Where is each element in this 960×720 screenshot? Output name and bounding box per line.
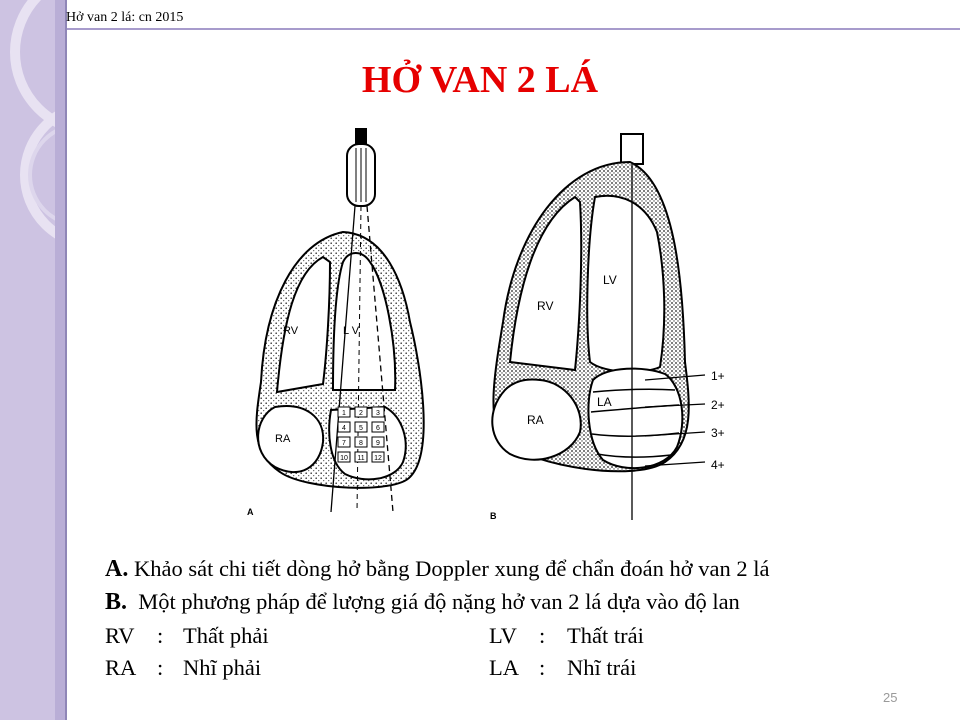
label-lv-a: L V: [343, 325, 360, 337]
panel-a-letter: A: [247, 507, 254, 517]
label-ra-a: RA: [275, 433, 291, 445]
grade-label: 4+: [711, 458, 725, 472]
legend-sep: :: [539, 623, 546, 648]
side-divider-line: [65, 0, 67, 720]
grid-cell: 7: [342, 440, 346, 447]
legend-sep: :: [157, 623, 164, 648]
caption-b-text: Một phương pháp để lượng giá độ nặng hở van 2 lá dựa vào độ lan: [138, 589, 740, 614]
grid-cell: 3: [376, 410, 380, 417]
grid-cell: 12: [374, 455, 382, 462]
legend-abbr: LA: [489, 655, 519, 680]
label-ra-b: RA: [527, 413, 544, 427]
grade-label: 2+: [711, 398, 725, 412]
legend-abbr: LV: [489, 623, 517, 648]
caption-b-key: B.: [105, 589, 128, 615]
grid-cell: 10: [340, 455, 348, 462]
grid-cell: 2: [359, 410, 363, 417]
heart-diagram-figure: [235, 122, 735, 532]
grid-cell: 8: [359, 440, 363, 447]
grade-label: 3+: [711, 426, 725, 440]
caption-a-text: Khảo sát chi tiết dòng hở bằng Doppler xung để chẩn đoán hở van 2 lá: [133, 556, 770, 581]
grid-cell: 1: [342, 410, 346, 417]
label-rv-b: RV: [537, 299, 554, 313]
caption-b: [105, 589, 740, 616]
panel-b: [490, 134, 725, 521]
probe-b-icon: [621, 134, 643, 164]
panel-b-letter: B: [490, 511, 497, 521]
grid-cell: 6: [376, 425, 380, 432]
legend-abbr: RV: [105, 623, 135, 648]
legend-name: Nhĩ trái: [567, 655, 637, 680]
legend-sep: :: [157, 655, 164, 680]
grid-cell: 11: [357, 455, 365, 462]
legend-sep: :: [539, 655, 546, 680]
label-lv-b: LV: [603, 273, 617, 287]
grade-label: 1+: [711, 369, 725, 383]
header-divider-line: [67, 28, 960, 30]
caption-a: [105, 556, 769, 583]
slide-title: HỞ VAN 2 LÁ: [361, 59, 599, 101]
grid-cell: 5: [359, 425, 363, 432]
label-la-b: LA: [597, 395, 612, 409]
legend-name: Nhĩ phải: [183, 655, 262, 680]
side-stripe: [55, 0, 65, 720]
legend-abbr: RA: [105, 655, 137, 680]
label-rv-a: RV: [283, 325, 299, 337]
slide-header: Hở van 2 lá: cn 2015: [66, 10, 184, 25]
side-decoration-band: [0, 0, 55, 720]
legend-name: Thất phải: [183, 623, 269, 648]
grid-cell: 4: [342, 425, 346, 432]
legend-name: Thất trái: [567, 623, 644, 648]
page-number: 25: [883, 690, 898, 705]
grid-cell: 9: [376, 440, 380, 447]
panel-a: [247, 128, 424, 517]
caption-a-key: A.: [105, 556, 129, 582]
decorative-circles-icon: [0, 0, 55, 720]
